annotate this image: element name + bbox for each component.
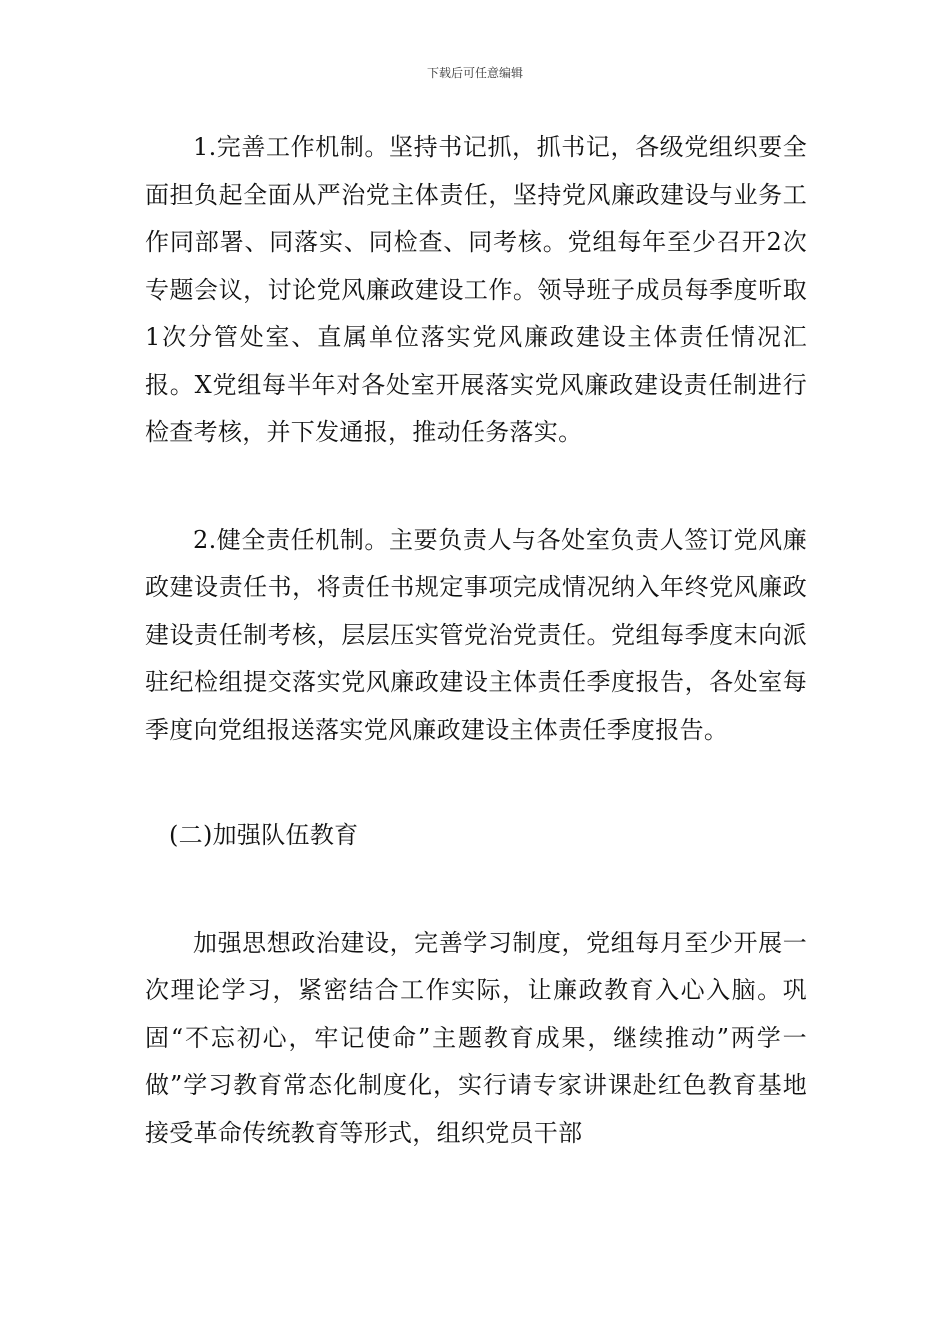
paragraph-work-mechanism: 1.完善工作机制。坚持书记抓，抓书记，各级党组织要全面担负起全面从严治党主体责任，坚持党风廉政建设与业务工作同部署、同落实、同检查、同考核。党组每年至少召开2次专题会议，讨论党风廉政建设工作。领导班子成员每季度听取1次分管处室、直属单位落实党风廉政建设主体责任情况汇报。X党组每半年对各处室开展落实党风廉政建设责任制进行检查考核，并下发通报，推动任务落实。 xyxy=(145,133,807,446)
section-heading: (二)加强队伍教育 xyxy=(169,821,359,849)
download-note: 下载后可任意编辑 xyxy=(426,66,523,80)
paragraph-responsibility-mechanism: 2.健全责任机制。主要负责人与各处室负责人签订党风廉政建设责任书，将责任书规定事项完成情况纳入年终党风廉政建设责任制考核，层层压实管党治党责任。党组每季度末向派驻纪检组提交落实党风廉政建设主体责任季度报告，各处室每季度向党组报送落实党风廉政建设主体责任季度报告。 xyxy=(145,525,807,744)
paragraph-team-education: 加强思想政治建设，完善学习制度，党组每月至少开展一次理论学习，紧密结合工作实际，让廉政教育入心入脑。巩固“不忘初心，牢记使命”主题教育成果，继续推动”两学一做”学习教育常态化制度化，实行请专家讲课赴红色教育基地接受革命传统教育等形式，组织党员干部 xyxy=(145,928,807,1147)
document-body xyxy=(145,124,807,1157)
